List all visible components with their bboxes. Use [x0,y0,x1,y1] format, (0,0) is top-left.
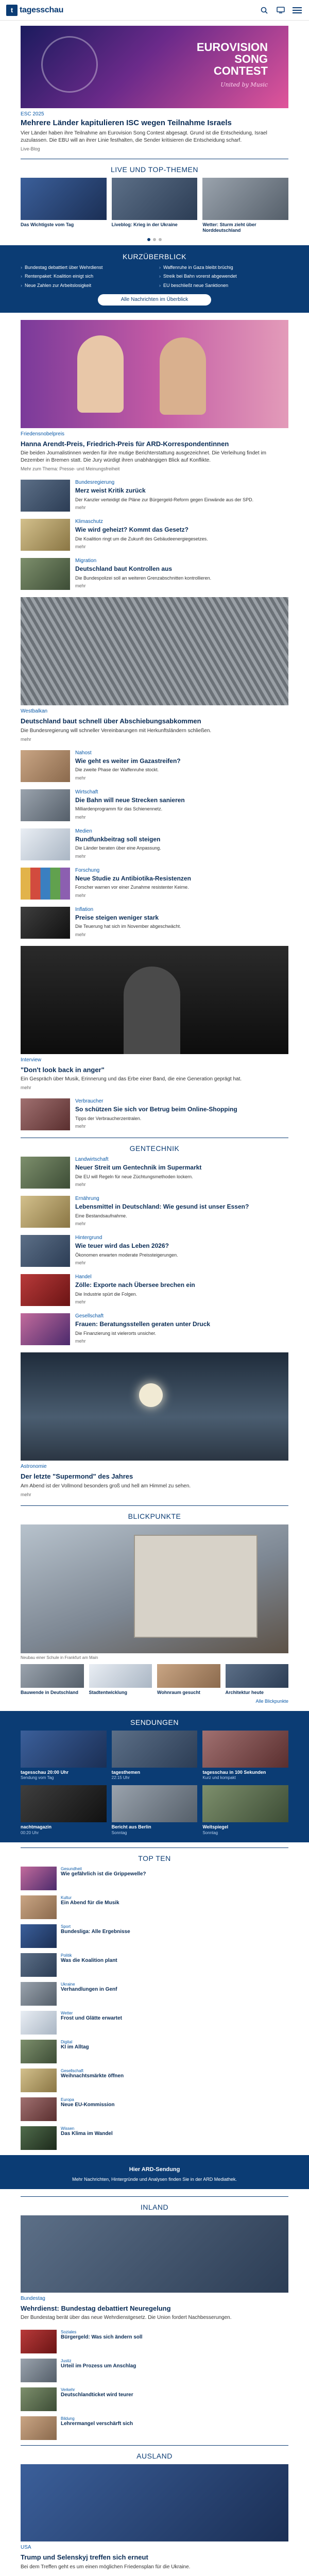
blickpunkte-card[interactable]: Bauwende in Deutschland [21,1664,84,1696]
top-item[interactable]: Gesundheit Wie gefährlich ist die Grippewelle? [0,1867,309,1890]
hero-meta[interactable]: Live-Blog [21,146,40,151]
blickpunkte-title: BLICKPUNKTE [21,1505,288,1524]
hero-teaser: Vier Länder haben ihre Teilnahme am Eurovision Song Contest abgesagt. Grund ist die Entscheidung, Israel zuzulassen. Die EBU will an ihrer Linie festhalten, die Sender kritisieren die Entscheidung scharf. [21,130,267,143]
inland-item[interactable]: Bildung Lehrermangel verschärft sich [0,2416,309,2440]
moon-headline: Der letzte "Supermond" des Jahres [21,1472,133,1481]
ausland-feature[interactable]: USA Trump und Selenskyj treffen sich erneut Bei dem Treffen geht es um einen möglichen Friedensplan für die Ukraine. [0,2464,309,2571]
blickpunkte-section [0,1505,309,1704]
logo-text: tagesschau [20,5,64,14]
top-section [0,1848,309,2150]
blickpunkte-cards [0,1664,309,1696]
quote-kicker: Interview [21,1057,42,1063]
ausland-title: AUSLAND [21,2445,288,2464]
hero-image [21,26,288,108]
blickpunkte-card[interactable]: Stadtentwicklung [89,1664,152,1696]
inland-item[interactable]: Soziales Bürgergeld: Was sich ändern soll [0,2330,309,2353]
feature-headline: Deutschland baut schnell über Abschiebungsabkommen [21,717,201,725]
article-item[interactable]: Gesellschaft Frauen: Beratungsstellen geraten unter Druck Die Finanzierung ist vielerorts unsicher. mehr [0,1313,309,1345]
inland-title: INLAND [21,2196,288,2215]
article-item[interactable]: Wirtschaft Die Bahn will neue Strecken sanieren Milliardenprogramm für das Schienennetz. mehr [0,789,309,821]
lead-headline: Hanna Arendt-Preis, Friedrich-Preis für ARD-Korrespondentinnen [21,439,229,448]
hero-kicker: ESC 2025 [21,111,44,117]
sendungen-grid [0,1731,309,1835]
article-list-2 [0,750,309,939]
lead-meta[interactable]: Mehr zum Thema: Presse- und Meinungsfreiheit [21,466,120,472]
top-item[interactable]: Digital KI im Alltag [0,2040,309,2063]
kurz-item[interactable]: › Streik bei Bahn vorerst abgewendet [159,274,288,280]
article-item[interactable]: Bundesregierung Merz weist Kritik zurück Der Kanzler verteidigt die Pläne zur Bürgergeld-Reform gegen Einwände aus der SPD. mehr [0,480,309,512]
hero-image-sub: United by Music [220,81,268,88]
kurz-item[interactable]: › Waffenruhe in Gaza bleibt brüchig [159,265,288,271]
blickpunkte-caption: Neubau einer Schule in Frankfurt am Main [21,1655,98,1660]
article-item[interactable]: Medien Rundfunkbeitrag soll steigen Die Länder beraten über eine Anpassung. mehr [0,828,309,860]
article-item[interactable]: Forschung Neue Studie zu Antibiotika-Resistenzen Forscher warnen vor einer Zunahme resistenter Keime. mehr [0,868,309,900]
kurz-item[interactable]: › Bundestag debattiert über Wehrdienst [21,265,150,271]
sendung-card[interactable]: tagesschau in 100 Sekunden Kurz und kompakt [202,1731,288,1780]
hero-headline[interactable]: Mehrere Länder kapitulieren ISC wegen Teilnahme Israels [21,118,232,127]
quote-image [21,946,288,1054]
article-item[interactable]: Hintergrund Wie teuer wird das Leben 2026? Ökonomen erwarten moderate Preissteigerungen. mehr [0,1235,309,1267]
kurz-item[interactable]: › Rentenpaket: Koalition einigt sich [21,274,150,280]
inland-section [0,2196,309,2441]
kurz-section [0,245,309,313]
tv-icon[interactable] [275,5,286,16]
sendungen-section [0,1711,309,1842]
sendung-card[interactable]: nachtmagazin 00:20 Uhr [21,1785,107,1835]
top-item[interactable]: Gesellschaft Weihnachtsmärkte öffnen [0,2069,309,2092]
blickpunkte-card[interactable]: Architektur heute [226,1664,289,1696]
ad-text: Mehr Nachrichten, Hintergründe und Analysen finden Sie in der ARD Mediathek. [72,2176,237,2182]
kurz-item[interactable]: › Neue Zahlen zur Arbeitslosigkeit [21,283,150,289]
kurz-list [0,265,309,289]
sendung-card[interactable]: Bericht aus Berlin Sonntag [112,1785,198,1835]
article-item[interactable]: Handel Zölle: Exporte nach Übersee brechen ein Die Industrie spürt die Folgen. mehr [0,1274,309,1306]
lead-teaser: Die beiden Journalistinnen werden für ihre mutige Berichterstattung ausgezeichnet. Die Verleihung findet im Dezember in Bremen statt. Die Jury würdigt ihren unabhängigen Blick auf Konflikte. [21,450,266,464]
article-item[interactable]: Inflation Preise steigen weniger stark Die Teuerung hat sich im November abgeschwächt. mehr [0,907,309,939]
live-card[interactable]: Liveblog: Krieg in der Ukraine [112,178,198,234]
moon-meta[interactable]: mehr [21,1492,31,1497]
hero-image-title: EUROVISION SONG CONTEST [196,41,268,78]
gentechnik-section [0,1138,309,1345]
lead-image [21,320,288,428]
sendung-card[interactable]: tagesthemen 22:15 Uhr [112,1731,198,1780]
inland-feature[interactable]: Bundestag Wehrdienst: Bundestag debattiert Neuregelung Der Bundestag berät über das neue Wehrdienstgesetz. Die Union fordert Nachbesserungen. [0,2215,309,2322]
logo[interactable] [6,5,63,16]
feature-kicker: Westbalkan [21,708,48,715]
feature-article[interactable] [0,597,309,742]
live-cards [0,178,309,234]
all-news-button[interactable]: Alle Nachrichten im Überblick [98,294,211,306]
ad-title: Hier ARD-Sendung [129,2166,180,2173]
top-item[interactable]: Wissen Das Klima im Wandel [0,2126,309,2150]
article-item[interactable]: Landwirtschaft Neuer Streit um Gentechnik im Supermarkt Die EU will Regeln für neue Züchtungsmethoden lockern. mehr [0,1157,309,1189]
feature-teaser: Die Bundesregierung will schneller Vereinbarungen mit Herkunftsländern schließen. [21,727,212,734]
carousel-dots[interactable] [0,234,309,245]
top-item[interactable]: Ukraine Verhandlungen in Genf [0,1982,309,2006]
moon-kicker: Astronomie [21,1464,47,1470]
sendung-card[interactable]: Weltspiegel Sonntag [202,1785,288,1835]
inland-item[interactable]: Justiz Urteil im Prozess um Anschlag [0,2359,309,2382]
blickpunkte-more-link[interactable]: Alle Blickpunkte [255,1699,288,1704]
quote-headline: "Don't look back in anger" [21,1065,105,1074]
article-item[interactable]: Klimaschutz Wie wird geheizt? Kommt das Gesetz? Die Koalition ringt um die Zukunft des Gebäudeenergiegesetzes. mehr [0,519,309,551]
quote-teaser: Ein Gespräch über Musik, Erinnerung und das Erbe einer Band, die eine Generation geprägt hat. [21,1076,242,1082]
article-item[interactable]: Ernährung Lebensmittel in Deutschland: Wie gesund ist unser Essen? Eine Bestandsaufnahme. mehr [0,1196,309,1228]
top-item[interactable]: Kultur Ein Abend für die Musik [0,1895,309,1919]
top-item[interactable]: Sport Bundesliga: Alle Ergebnisse [0,1924,309,1948]
moon-image [21,1352,288,1461]
lead-kicker: Friedensnobelpreis [21,431,65,437]
live-card[interactable]: Wetter: Sturm zieht über Norddeutschland [202,178,288,234]
top-title: TOP TEN [21,1848,288,1867]
ad-band[interactable] [0,2155,309,2189]
inland-item[interactable]: Verkehr Deutschlandticket wird teurer [0,2387,309,2411]
logo-mark: t [6,5,18,16]
ausland-section [0,2445,309,2576]
feature-meta[interactable]: mehr [21,736,31,742]
top-item[interactable]: Wetter Frost und Glätte erwartet [0,2011,309,2035]
live-card[interactable]: Das Wichtigste vom Tag [21,178,107,234]
moon-article[interactable] [0,1352,309,1497]
quote-meta[interactable]: mehr [21,1085,31,1091]
live-title: LIVE UND TOP-THEMEN [21,159,288,178]
article-item[interactable]: Verbraucher So schützen Sie sich vor Betrug beim Online-Shopping Tipps der Verbraucherzentralen. mehr [0,1098,309,1130]
search-icon[interactable] [259,5,270,16]
blickpunkte-card[interactable]: Wohnraum gesucht [157,1664,220,1696]
gentechnik-title: GENTECHNIK [21,1138,288,1157]
article-list [0,480,309,590]
blickpunkte-image[interactable] [21,1524,288,1653]
sendung-card[interactable]: tagesschau 20:00 Uhr Sendung vom Tag [21,1731,107,1780]
article-item[interactable]: Nahost Wie geht es weiter im Gazastreifen? Die zweite Phase der Waffenruhe stockt. mehr [0,750,309,782]
live-section [0,159,309,245]
quote-article[interactable] [0,946,309,1091]
lead-article[interactable] [0,320,309,472]
kurz-item[interactable]: › EU beschließt neue Sanktionen [159,283,288,289]
kurz-title: KURZÜBERBLICK [123,252,186,261]
moon-teaser: Am Abend ist der Vollmond besonders groß und hell am Himmel zu sehen. [21,1483,191,1489]
top-item[interactable]: Politik Was die Koalition plant [0,1953,309,1977]
article-item[interactable]: Migration Deutschland baut Kontrollen aus Die Bundespolizei soll an weiteren Grenzabschnitten kontrollieren. mehr [0,558,309,590]
site-header [0,0,309,21]
hero[interactable] [0,21,309,151]
sendungen-title: SENDUNGEN [130,1718,179,1727]
top-item[interactable]: Europa Neue EU-Kommission [0,2097,309,2121]
feature-image [21,597,288,705]
menu-icon[interactable] [291,5,303,16]
